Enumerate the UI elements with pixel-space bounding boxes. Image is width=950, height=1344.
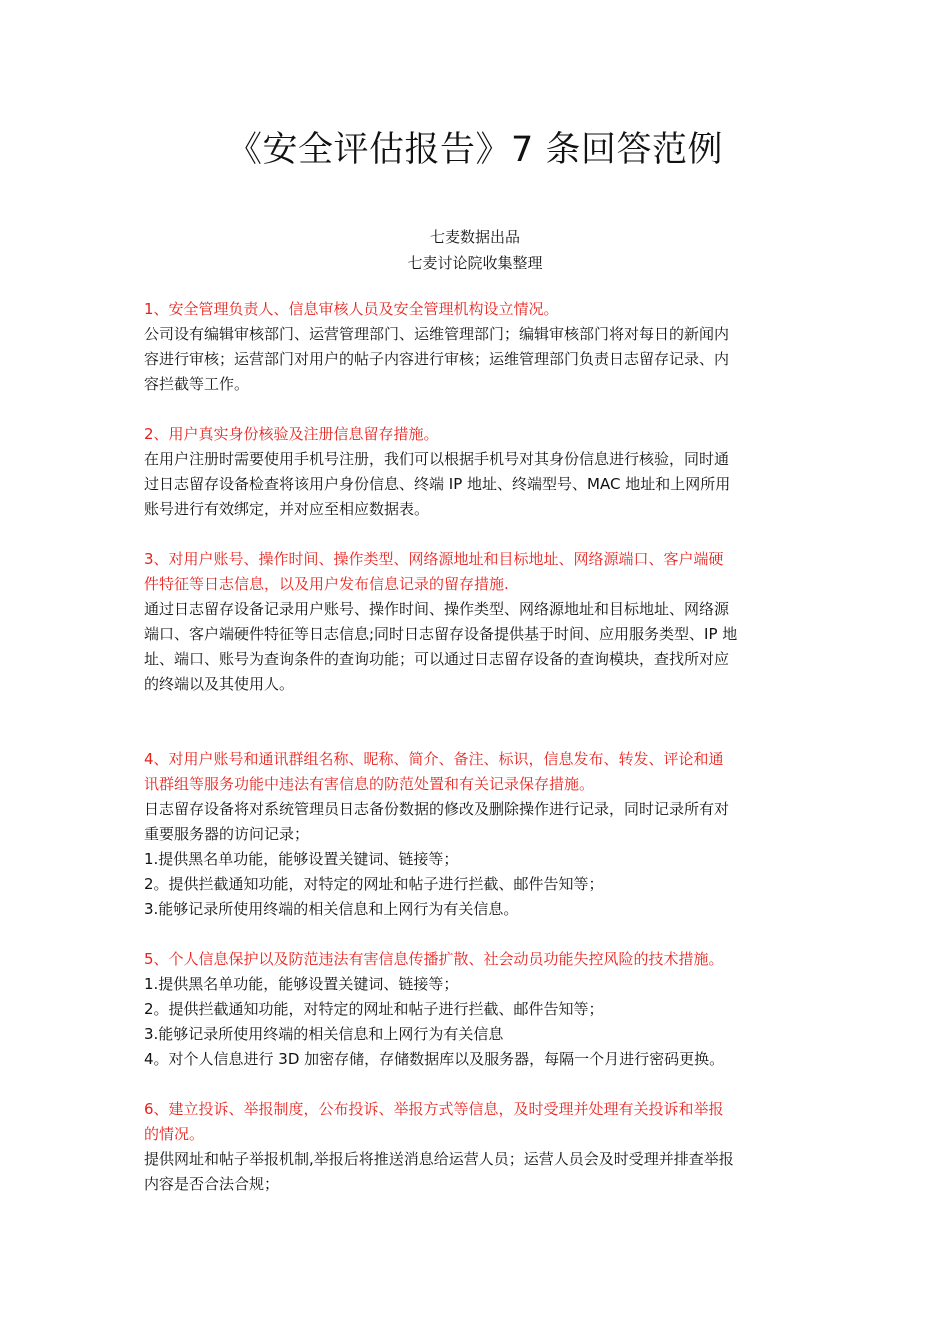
document-body xyxy=(144,297,808,1197)
section-answer-line: 提供网址和帖子举报机制,举报后将推送消息给运营人员；运营人员会及时受理并排查举报 xyxy=(144,1150,734,1168)
spacer xyxy=(144,397,808,422)
section-answer-line: 公司设有编辑审核部门、运营管理部门、运维管理部门；编辑审核部门将对每日的新闻内 xyxy=(144,325,730,343)
section-3 xyxy=(144,547,808,697)
section-5 xyxy=(144,947,808,1072)
section-answer-line: 2。提供拦截通知功能，对特定的网址和帖子进行拦截、邮件告知等； xyxy=(144,875,604,893)
section-answer-line: 2。提供拦截通知功能，对特定的网址和帖子进行拦截、邮件告知等； xyxy=(144,1000,604,1018)
section-question: 讯群组等服务功能中违法有害信息的防范处置和有关记录保存措施。 xyxy=(144,775,595,793)
document-title: 《安全评估报告》7 条回答范例 xyxy=(227,130,723,170)
section-question: 3、对用户账号、操作时间、操作类型、网络源地址和目标地址、网络源端口、客户端硬 xyxy=(144,550,724,568)
section-answer-line: 日志留存设备将对系统管理员日志备份数据的修改及删除操作进行记录，同时记录所有对 xyxy=(144,800,730,818)
section-answer-line: 账号进行有效绑定，并对应至相应数据表。 xyxy=(144,500,430,518)
section-answer-line: 通过日志留存设备记录用户账号、操作时间、操作类型、网络源地址和目标地址、网络源 xyxy=(144,600,730,618)
section-answer-line: 的终端以及其使用人。 xyxy=(144,675,295,693)
spacer xyxy=(144,922,808,947)
section-4 xyxy=(144,747,808,922)
subtitle-compiler: 七麦讨论院收集整理 xyxy=(407,254,543,272)
subtitle-publisher: 七麦数据出品 xyxy=(429,228,520,246)
section-answer-line: 3.能够记录所使用终端的相关信息和上网行为有关信息 xyxy=(144,1025,504,1043)
section-answer-line: 在用户注册时需要使用手机号注册，我们可以根据手机号对其身份信息进行核验，同时通 xyxy=(144,450,730,468)
section-answer-line: 4。对个人信息进行 3D 加密存储，存储数据库以及服务器，每隔一个月进行密码更换。 xyxy=(144,1050,725,1068)
section-question: 件特征等日志信息，以及用户发布信息记录的留存措施. xyxy=(144,575,509,593)
spacer xyxy=(144,522,808,547)
section-question: 的情况。 xyxy=(144,1125,205,1143)
section-2 xyxy=(144,422,808,522)
section-answer-line: 1.提供黑名单功能，能够设置关键词、链接等； xyxy=(144,975,459,993)
section-question: 2、用户真实身份核验及注册信息留存措施。 xyxy=(144,425,439,443)
section-6 xyxy=(144,1097,808,1197)
section-answer-line: 3.能够记录所使用终端的相关信息和上网行为有关信息。 xyxy=(144,900,519,918)
section-question: 6、建立投诉、举报制度，公布投诉、举报方式等信息，及时受理并处理有关投诉和举报 xyxy=(144,1100,724,1118)
section-1 xyxy=(144,297,808,397)
section-answer-line: 容进行审核；运营部门对用户的帖子内容进行审核；运维管理部门负责日志留存记录、内 xyxy=(144,350,730,368)
section-answer-line: 重要服务器的访问记录； xyxy=(144,825,310,843)
section-answer-line: 端口、客户端硬件特征等日志信息;同时日志留存设备提供基于时间、应用服务类型、IP 地 xyxy=(144,625,738,643)
spacer xyxy=(144,1072,808,1097)
spacer xyxy=(144,697,808,747)
section-answer-line: 1.提供黑名单功能，能够设置关键词、链接等； xyxy=(144,850,459,868)
section-question: 5、个人信息保护以及防范违法有害信息传播扩散、社会动员功能失控风险的技术措施。 xyxy=(144,950,724,968)
section-answer-line: 容拦截等工作。 xyxy=(144,375,250,393)
section-question: 4、对用户账号和通讯群组名称、昵称、简介、备注、标识，信息发布、转发、评论和通 xyxy=(144,750,724,768)
section-answer-line: 过日志留存设备检查将该用户身份信息、终端 IP 地址、终端型号、MAC 地址和上网所用 xyxy=(144,475,731,493)
section-question: 1、安全管理负责人、信息审核人员及安全管理机构设立情况。 xyxy=(144,300,559,318)
section-answer-line: 址、端口、账号为查询条件的查询功能；可以通过日志留存设备的查询模块，查找所对应 xyxy=(144,650,730,668)
section-answer-line: 内容是否合法合规； xyxy=(144,1175,280,1193)
